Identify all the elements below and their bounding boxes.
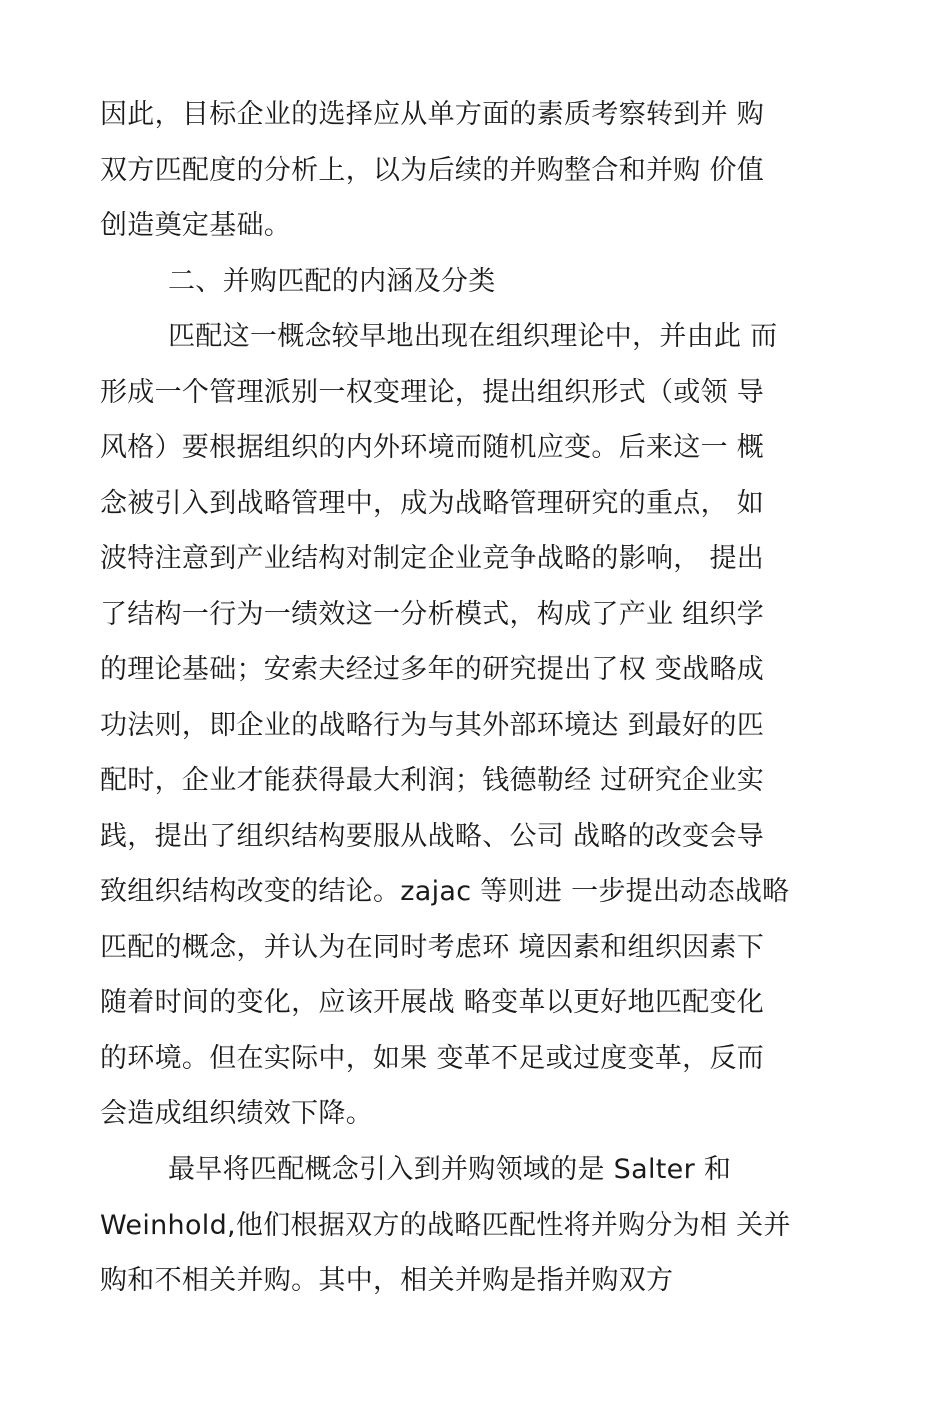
text-line: 创造奠定基础。: [100, 210, 292, 241]
text-line: 功法则，即企业的战略行为与其外部环境达 到最好的匹: [100, 709, 765, 741]
text-line: 践，提出了组织结构要服从战略、公司 战略的改变会导: [100, 820, 765, 852]
text-line: 双方匹配度的分析上，以为后续的并购整合和并购 价值: [100, 154, 765, 186]
text-line: 因此，目标企业的选择应从单方面的素质考察转到并 购: [100, 99, 765, 130]
text-line: 购和不相关并购。其中，相关并购是指并购双方: [100, 1265, 674, 1296]
text-line: 的理论基础；安索夫经过多年的研究提出了权 变战略成: [100, 654, 765, 685]
text-line: 的环境。但在实际中，如果 变革不足或过度变革，反而: [100, 1042, 765, 1074]
text-line: 匹配的概念，并认为在同时考虑环 境因素和组织因素下: [100, 931, 765, 963]
text-line: 会造成组织绩效下降。: [100, 1098, 373, 1129]
text-line: 最早将匹配概念引入到并购领域的是 Salter 和: [168, 1154, 732, 1185]
text-line: 配时，企业才能获得最大利润；钱德勒经 过研究企业实: [100, 765, 765, 796]
text-line: 形成一个管理派别一权变理论，提出组织形式（或领 导: [100, 376, 765, 408]
text-line: 了结构一行为一绩效这一分析模式，构成了产业 组织学: [100, 598, 765, 630]
text-line: 念被引入到战略管理中，成为战略管理研究的重点， 如: [100, 487, 765, 519]
text-line: 随着时间的变化，应该开展战 略变革以更好地匹配变化: [100, 987, 765, 1018]
text-line: 风格）要根据组织的内外环境而随机应变。后来这一 概: [100, 432, 765, 463]
text-line: 匹配这一概念较早地出现在组织理论中，并由此 而: [168, 321, 778, 352]
text-line: 波特注意到产业结构对制定企业竞争战略的影响， 提出: [100, 543, 765, 574]
body-text-main: [100, 87, 860, 1142]
section-heading: 二、并购匹配的内涵及分类: [168, 265, 496, 297]
body-text-last-paragraph: [100, 1142, 860, 1309]
text-line: Weinhold,他们根据双方的战略匹配性将并购分为相 关并: [100, 1209, 791, 1241]
text-line: 致组织结构改变的结论。zajac 等则进 一步提出动态战略: [100, 876, 790, 907]
